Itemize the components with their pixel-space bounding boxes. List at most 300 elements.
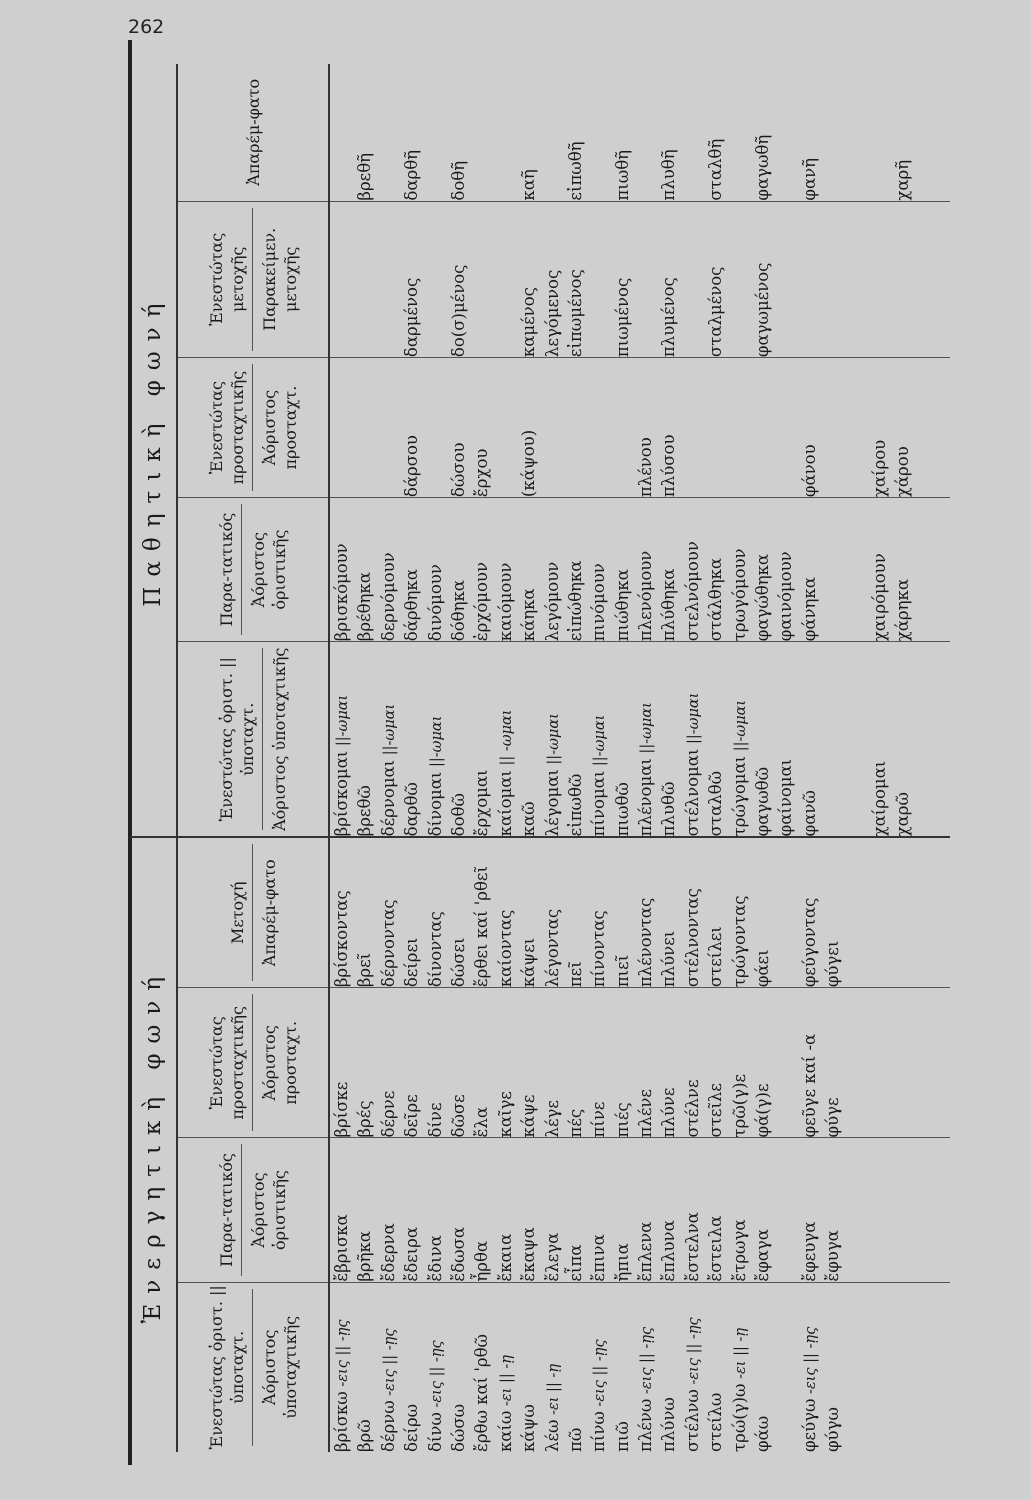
verb-form: τρώγομαι: [729, 755, 749, 837]
header-divider: [252, 364, 253, 491]
column-0-forms: [329, 1282, 950, 1452]
verb-form: δίνω: [425, 1412, 445, 1452]
verb-form-line: [845, 498, 868, 641]
verb-form: ἤπια: [612, 1243, 632, 1282]
column-header-bottom: Ἀόριστος ὁριστικῆς: [249, 529, 289, 610]
verb-form: πλύσου: [659, 434, 679, 498]
verb-form-line: [751, 1283, 774, 1452]
verb-form-line: [353, 642, 376, 836]
header-divider: [252, 1289, 253, 1446]
verb-form-line: [611, 838, 634, 987]
verb-form-line: [517, 358, 540, 497]
verb-form: ἔδινα: [425, 1235, 445, 1282]
verb-form-line: [634, 358, 657, 497]
verb-form: στέλνομαι: [682, 748, 702, 837]
verb-form-line: [353, 64, 376, 201]
verb-form: χαρῶ: [893, 792, 913, 837]
verb-form-line: [774, 838, 797, 987]
verb-form: τρώ(γ)ω: [729, 1383, 749, 1452]
verb-form: πιῶ: [612, 1421, 632, 1452]
column-header-bottom: Ἀόριστος ὑποταχτικῆς: [270, 647, 289, 831]
verb-form-line: [798, 202, 821, 357]
verb-form-line: [774, 498, 797, 641]
verb-form-line: [400, 64, 423, 201]
verb-form-line: [377, 642, 400, 836]
verb-form: φανῆ: [799, 157, 819, 201]
verb-form-line: [798, 498, 821, 641]
verb-form: φύγει: [823, 940, 843, 988]
verb-form-line: [611, 64, 634, 201]
verb-form-line: [541, 498, 564, 641]
verb-form: τρῶ(γ)ε: [729, 1073, 749, 1138]
header-divider: [252, 208, 253, 351]
verb-form: κάψει: [519, 937, 539, 988]
verb-form-line: [424, 202, 447, 357]
verb-form: καίοντας: [495, 909, 515, 988]
verb-form-line: [845, 64, 868, 201]
verb-form-line: [400, 838, 423, 987]
verb-form-line: [377, 1283, 400, 1452]
verb-form-line: [400, 498, 423, 641]
verb-form: δοθῆ: [448, 160, 468, 201]
verb-form: βρίσκομαι: [332, 750, 351, 837]
verb-form-line: [494, 498, 517, 641]
verb-form-line: [704, 358, 727, 497]
verb-form-line: [587, 1138, 610, 1281]
verb-form: δίνομαι: [425, 771, 445, 837]
verb-form: καίομαι: [495, 770, 515, 837]
verb-form-line: [517, 642, 540, 836]
verb-form: δόθηκα: [448, 580, 468, 642]
verb-ending: -ει || -ῃ: [732, 1327, 749, 1384]
verb-form-line: [611, 642, 634, 836]
column-header-top: Ἀπαρέμ-φατο: [243, 78, 263, 186]
column-header-5: [177, 498, 329, 642]
verb-form-line: [541, 64, 564, 201]
verb-form-line: [353, 1138, 376, 1281]
verb-form-line: [517, 202, 540, 357]
verb-form-line: [470, 1138, 493, 1281]
verb-form-line: [868, 642, 891, 836]
verb-form: φάνηκα: [799, 577, 819, 642]
verb-form-line: [681, 498, 704, 641]
verb-form: πλένομαι: [636, 758, 656, 837]
verb-ending: -ει || -ῃ: [545, 1363, 562, 1420]
verb-form-line: [541, 1283, 564, 1452]
verb-form-line: [611, 202, 634, 357]
verb-form: λέγοντας: [542, 908, 562, 988]
verb-form-line: [891, 498, 914, 641]
verb-form: λεγόμουν: [542, 561, 562, 642]
verb-form-line: [891, 642, 914, 836]
verb-form: λέω: [542, 1419, 562, 1452]
verb-form-line: [728, 498, 751, 641]
verb-form-line: [517, 1138, 540, 1281]
verb-form-line: [845, 358, 868, 497]
column-header-bottom: Ἀόριστος ὑποταχτικῆς: [259, 1315, 300, 1419]
verb-form: λεγόμενος: [542, 269, 562, 358]
header-divider: [241, 504, 242, 635]
verb-form: καίω: [495, 1410, 515, 1452]
verb-form: δερνόμουν: [378, 552, 398, 642]
verb-form-line: [845, 642, 868, 836]
verb-form-line: [330, 202, 353, 357]
verb-ending: ||-ωμαι: [428, 715, 445, 772]
verb-form: καῖγε: [495, 1091, 515, 1138]
verb-form-line: [494, 988, 517, 1137]
column-5-forms: [329, 498, 950, 642]
verb-form-line: [541, 642, 564, 836]
verb-form-line: [353, 838, 376, 987]
verb-form-line: [821, 1138, 844, 1281]
verb-form-line: [634, 1138, 657, 1281]
verb-form-line: [400, 202, 423, 357]
verb-form-line: [330, 642, 353, 836]
verb-form-line: [353, 1283, 376, 1452]
verb-form: δάρθηκα: [402, 569, 422, 642]
verb-form: δινόμουν: [425, 564, 445, 642]
verb-form-line: [494, 838, 517, 987]
verb-form: φύγω: [823, 1407, 843, 1452]
verb-form: δέρνομαι: [378, 759, 398, 837]
verb-form-line: [400, 988, 423, 1137]
verb-form: χαίρομαι: [869, 760, 889, 837]
verb-form-line: [774, 64, 797, 201]
verb-form: πίνω: [589, 1411, 609, 1452]
verb-form: τρωγόμουν: [729, 548, 749, 642]
verb-form-line: [681, 838, 704, 987]
verb-form-line: [564, 838, 587, 987]
verb-form: στάλθηκα: [706, 557, 726, 642]
verb-form-line: [704, 1138, 727, 1281]
verb-form-line: [728, 642, 751, 836]
verb-form-line: [821, 1283, 844, 1452]
column-header-top: Ἐνεστώτας ὁριστ. || ὑποταχτ.: [217, 657, 257, 822]
verb-form-line: [447, 1283, 470, 1452]
verb-form-line: [681, 988, 704, 1137]
verb-ending: -εις || -ῃς: [592, 1339, 609, 1412]
verb-form: καμένος: [519, 287, 539, 358]
column-7-forms: [329, 201, 950, 357]
verb-form: ἔστειλα: [706, 1215, 726, 1282]
verb-form: δέρνω: [378, 1400, 398, 1452]
verb-ending: ||-ωμαι: [592, 714, 609, 771]
verb-form-line: [587, 988, 610, 1137]
verb-form: στελνόμουν: [682, 541, 702, 642]
verb-form-line: [634, 838, 657, 987]
verb-form-line: [611, 498, 634, 641]
verb-form-line: [494, 358, 517, 497]
verb-form-line: [424, 498, 447, 641]
verb-form-line: [657, 202, 680, 357]
verb-form: πλένω: [636, 1398, 656, 1452]
verb-form-line: [611, 1283, 634, 1452]
verb-form: στέλνε: [682, 1079, 702, 1138]
verb-form-line: [330, 1138, 353, 1281]
column-header-8: [177, 64, 329, 201]
verb-form-line: [798, 642, 821, 836]
verb-form: πιωθῶ: [612, 782, 632, 837]
verb-form-line: [447, 358, 470, 497]
verb-form-line: [704, 838, 727, 987]
verb-form-line: [681, 64, 704, 201]
column-6-forms: [329, 358, 950, 498]
verb-form: δέρνε: [378, 1090, 398, 1138]
verb-form-line: [564, 988, 587, 1137]
verb-form: ἐρχόμουν: [472, 562, 492, 642]
verb-form: δώσει: [448, 937, 468, 988]
verb-form: βρεῖ: [355, 952, 375, 988]
verb-form: δαρθῆ: [402, 149, 422, 201]
column-header-top: Ἐνεστώτας προσταχτικῆς: [206, 370, 247, 485]
verb-form: φαγωθῆ: [753, 134, 773, 201]
verb-form: δέρνοντας: [378, 899, 398, 988]
verb-form-line: [634, 64, 657, 201]
verb-form: τρώγοντας: [729, 895, 749, 988]
verb-form-line: [564, 1138, 587, 1281]
column-1-forms: [329, 1138, 950, 1282]
verb-form-line: [728, 1138, 751, 1281]
verb-form-line: [377, 64, 400, 201]
verb-form-line: [728, 988, 751, 1137]
verb-form-line: [494, 64, 517, 201]
verb-form: φάω: [753, 1415, 773, 1452]
verb-ending: -εις || -ῃς: [381, 1328, 398, 1401]
verb-form: χάρου: [893, 446, 913, 498]
verb-form-line: [447, 642, 470, 836]
verb-form-line: [564, 358, 587, 497]
verb-form-line: [751, 642, 774, 836]
verb-form-line: [798, 358, 821, 497]
column-header-4: [177, 642, 329, 838]
verb-form-line: [377, 202, 400, 357]
verb-form-line: [611, 1138, 634, 1281]
verb-form-line: [704, 202, 727, 357]
verb-form-line: [494, 1283, 517, 1452]
verb-form: βρισκόμουν: [332, 543, 351, 642]
verb-form: καῶ: [519, 801, 539, 837]
verb-form: ἔλα: [472, 1107, 492, 1138]
verb-form-line: [634, 642, 657, 836]
verb-form-line: [400, 358, 423, 497]
verb-form-line: [657, 642, 680, 836]
verb-form-line: [821, 642, 844, 836]
verb-form: εἶπα: [565, 1244, 585, 1282]
verb-form-line: [377, 498, 400, 641]
verb-form-line: [751, 838, 774, 987]
verb-form: στείλει: [706, 926, 726, 988]
verb-form: εἰπωθῶ: [565, 773, 585, 837]
verb-form: ἔδειρα: [402, 1226, 422, 1282]
verb-form: ἔκαια: [495, 1233, 515, 1282]
verb-form: καιόμουν: [495, 562, 515, 642]
column-header-top: Ἐνεστώτας προσταχτικῆς: [206, 1006, 247, 1120]
verb-ending: ||-ωμαι: [685, 692, 702, 749]
verb-form-line: [751, 358, 774, 497]
page-number: 262: [128, 16, 165, 38]
verb-form-line: [424, 838, 447, 987]
verb-form-line: [634, 498, 657, 641]
column-header-1: [177, 1138, 329, 1282]
verb-form: ἔπλενα: [636, 1221, 656, 1282]
verb-form: λέγομαι: [542, 769, 562, 837]
verb-form: φεῦγε καί -α: [799, 1033, 819, 1138]
verb-form-line: [681, 642, 704, 836]
verb-form: βρίσκε: [332, 1081, 351, 1138]
verb-ending: -εις || -ῃς: [335, 1319, 351, 1392]
verb-form-line: [728, 202, 751, 357]
active-voice-heading: Ἐνεργητικὴ φωνή: [130, 837, 177, 1452]
verb-form-line: [494, 202, 517, 357]
verb-form-line: [470, 838, 493, 987]
verb-form: δάρσου: [402, 435, 422, 498]
verb-form: σταλμένος: [706, 266, 726, 358]
verb-form-line: [470, 1283, 493, 1452]
verb-form: πλενόμουν: [636, 550, 656, 642]
verb-form-line: [541, 358, 564, 497]
verb-form: φαινόμουν: [776, 551, 796, 642]
verb-form-line: [470, 202, 493, 357]
verb-form: ἔδερνα: [378, 1223, 398, 1282]
verb-form: φαγωμένος: [753, 262, 773, 358]
verb-form-line: [728, 358, 751, 497]
verb-form-line: [353, 358, 376, 497]
verb-form-line: [330, 838, 353, 987]
verb-form: φεύγω: [799, 1398, 819, 1452]
verb-form: πιώθηκα: [612, 569, 632, 642]
verb-form-line: [774, 642, 797, 836]
verb-form-line: [564, 498, 587, 641]
verb-form-line: [657, 1138, 680, 1281]
header-divider: [252, 994, 253, 1131]
verb-conjugation-table: [130, 64, 950, 1452]
verb-form-line: [657, 64, 680, 201]
verb-form: ἔφαγα: [753, 1229, 773, 1282]
verb-form: δοθῶ: [448, 793, 468, 837]
verb-form-line: [774, 1138, 797, 1281]
verb-form: ἔδωσα: [448, 1226, 468, 1282]
verb-ending: ||-ωμαι: [639, 702, 656, 759]
column-header-bottom: Ἀόριστος ὁριστικῆς: [249, 1170, 289, 1251]
verb-form-line: [587, 498, 610, 641]
verb-form-line: [821, 838, 844, 987]
verb-form-line: [704, 498, 727, 641]
verb-form: δαρμένος: [402, 277, 422, 358]
verb-form: βρίσκω: [332, 1391, 351, 1452]
verb-form-line: [541, 1138, 564, 1281]
verb-form-line: [774, 988, 797, 1137]
verb-form: δείρει: [402, 937, 422, 988]
verb-form-line: [517, 1283, 540, 1452]
verb-form-line: [751, 988, 774, 1137]
column-header-bottom: Παρακείμεν. μετοχῆς: [259, 227, 300, 331]
passive-voice-heading: Παθητικὴ φωνή: [130, 64, 177, 837]
verb-form: φεύγοντας: [799, 897, 819, 988]
verb-form: χαρῆ: [893, 159, 913, 201]
verb-form-line: [424, 358, 447, 497]
verb-form-line: [774, 358, 797, 497]
verb-form: βρεθῶ: [355, 785, 375, 837]
verb-form-line: [541, 202, 564, 357]
verb-form-line: [470, 642, 493, 836]
verb-form: στέλνοντας: [682, 888, 702, 988]
verb-form: ἔρθει καί 'ρθεῖ: [472, 866, 492, 988]
column-header-top: Ἐνεστώτας ὁριστ. || ὑποταχτ.: [206, 1285, 247, 1450]
verb-form: πλένου: [636, 437, 656, 498]
verb-form-line: [587, 642, 610, 836]
verb-form: δείρω: [402, 1403, 422, 1452]
verb-ending: ||-ωμαι: [545, 713, 562, 770]
verb-form: δώσω: [448, 1403, 468, 1452]
verb-form: πλένε: [636, 1089, 656, 1138]
column-header-top: Παρα-τατικός: [217, 1153, 236, 1267]
verb-form-line: [447, 202, 470, 357]
verb-form: εἰπώθηκα: [565, 560, 585, 642]
verb-form: ἔβρισκα: [332, 1214, 351, 1282]
verb-form-line: [541, 838, 564, 987]
verb-form: πές: [565, 1108, 585, 1138]
verb-form: λέγε: [542, 1100, 562, 1138]
header-divider: [262, 648, 263, 830]
verb-form: στέλνω: [682, 1389, 702, 1452]
verb-form-line: [798, 1283, 821, 1452]
verb-form-line: [400, 1283, 423, 1452]
verb-ending: -εις || -ῃς: [802, 1326, 819, 1399]
verb-form: ἔστελνα: [682, 1212, 702, 1282]
verb-form-line: [470, 358, 493, 497]
verb-form: εἰπωθῆ: [565, 141, 585, 201]
verb-form-line: [798, 988, 821, 1137]
verb-form-line: [517, 838, 540, 987]
verb-form-line: [704, 64, 727, 201]
verb-form: ἔρχομαι: [472, 769, 492, 837]
verb-form-line: [330, 498, 353, 641]
verb-form: στεῖλε: [706, 1083, 726, 1138]
verb-form: στείλω: [706, 1392, 726, 1452]
verb-form-line: [657, 988, 680, 1137]
verb-form-line: [377, 988, 400, 1137]
verb-form-line: [353, 498, 376, 641]
verb-form: πλυθῆ: [659, 149, 679, 201]
verb-form: δίνοντας: [425, 911, 445, 988]
verb-form-line: [353, 988, 376, 1137]
verb-form-line: [751, 202, 774, 357]
verb-form: ἔτρωγα: [729, 1219, 749, 1282]
verb-form: πιεῖ: [612, 954, 632, 988]
verb-form: πιές: [612, 1102, 632, 1138]
verb-form-line: [634, 202, 657, 357]
verb-form-line: [587, 1283, 610, 1452]
verb-form-line: [891, 64, 914, 201]
verb-form-line: [377, 358, 400, 497]
verb-form-line: [400, 1138, 423, 1281]
verb-form-line: [587, 64, 610, 201]
verb-form-line: [751, 64, 774, 201]
verb-form: χάρηκα: [893, 579, 913, 642]
verb-form-line: [447, 988, 470, 1137]
verb-form: βρῆκα: [355, 1231, 375, 1282]
verb-form-line: [424, 988, 447, 1137]
column-2-forms: [329, 988, 950, 1138]
verb-ending: -εις || -ῃς: [428, 1340, 445, 1413]
verb-form-line: [564, 1283, 587, 1452]
verb-form: πινόμουν: [589, 563, 609, 642]
verb-form: σταλθῆ: [706, 138, 726, 201]
verb-form-line: [330, 64, 353, 201]
verb-form-line: [611, 988, 634, 1137]
verb-form-line: [681, 1138, 704, 1281]
verb-form-line: [751, 498, 774, 641]
